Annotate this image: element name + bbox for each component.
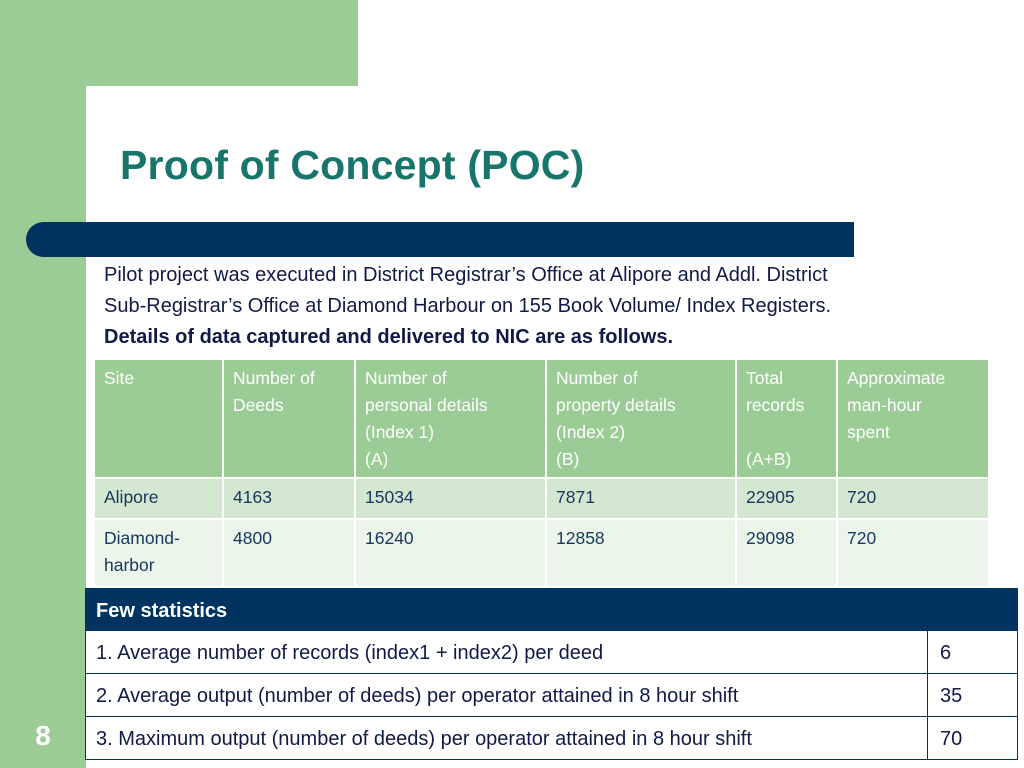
cell-property: 7871 bbox=[546, 478, 736, 519]
cell-manhours: 720 bbox=[837, 519, 989, 587]
intro-text bbox=[104, 260, 1004, 353]
title-underline-bar bbox=[26, 222, 854, 257]
slide-title: Proof of Concept (POC) bbox=[120, 142, 585, 188]
cell-total: 22905 bbox=[736, 478, 837, 519]
stat-value: 35 bbox=[928, 674, 1018, 717]
table-row bbox=[86, 631, 1018, 674]
statistics-header: Few statistics bbox=[86, 589, 1018, 631]
intro-line-1: Pilot project was executed in District Registrar’s Office at Alipore and Addl. District bbox=[104, 264, 828, 286]
table-row bbox=[94, 478, 989, 519]
header-cell-personal-details: Number of personal details (Index 1) (A) bbox=[355, 359, 546, 478]
header-cell-man-hours: Approximate man-hour spent bbox=[837, 359, 989, 478]
cell-property: 12858 bbox=[546, 519, 736, 587]
table-row bbox=[94, 519, 989, 587]
stat-value: 70 bbox=[928, 717, 1018, 760]
header-spacer bbox=[746, 419, 827, 446]
statistics-header-row bbox=[86, 589, 1018, 631]
page-number: 8 bbox=[35, 720, 51, 751]
cell-manhours: 720 bbox=[837, 478, 989, 519]
intro-line-2: Sub-Registrar’s Office at Diamond Harbour on 155 Book Volume/ Index Registers. bbox=[104, 295, 832, 317]
cell-deeds: 4163 bbox=[223, 478, 355, 519]
top-green-band bbox=[0, 0, 358, 86]
header-cell-property-details: Number of property details (Index 2) (B) bbox=[546, 359, 736, 478]
left-green-band bbox=[0, 0, 86, 768]
stat-label: 3. Maximum output (number of deeds) per operator attained in 8 hour shift bbox=[86, 717, 928, 760]
poc-data-table bbox=[93, 358, 990, 588]
statistics-table bbox=[85, 588, 1018, 760]
cell-deeds: 4800 bbox=[223, 519, 355, 587]
header-cell-total-records: Total records (A+B) bbox=[736, 359, 837, 478]
header-cell-deeds: Number of Deeds bbox=[223, 359, 355, 478]
cell-personal: 15034 bbox=[355, 478, 546, 519]
table-row bbox=[86, 674, 1018, 717]
cell-site: Alipore bbox=[94, 478, 223, 519]
intro-line-3: Details of data captured and delivered to NIC are as follows. bbox=[104, 326, 674, 348]
stat-label: 1. Average number of records (index1 + index2) per deed bbox=[86, 631, 928, 674]
table-row bbox=[86, 717, 1018, 760]
stat-label: 2. Average output (number of deeds) per operator attained in 8 hour shift bbox=[86, 674, 928, 717]
cell-total: 29098 bbox=[736, 519, 837, 587]
stat-value: 6 bbox=[928, 631, 1018, 674]
header-cell-site: Site bbox=[94, 359, 223, 478]
cell-personal: 16240 bbox=[355, 519, 546, 587]
cell-site: Diamond- harbor bbox=[94, 519, 223, 587]
table-header-row bbox=[94, 359, 989, 478]
